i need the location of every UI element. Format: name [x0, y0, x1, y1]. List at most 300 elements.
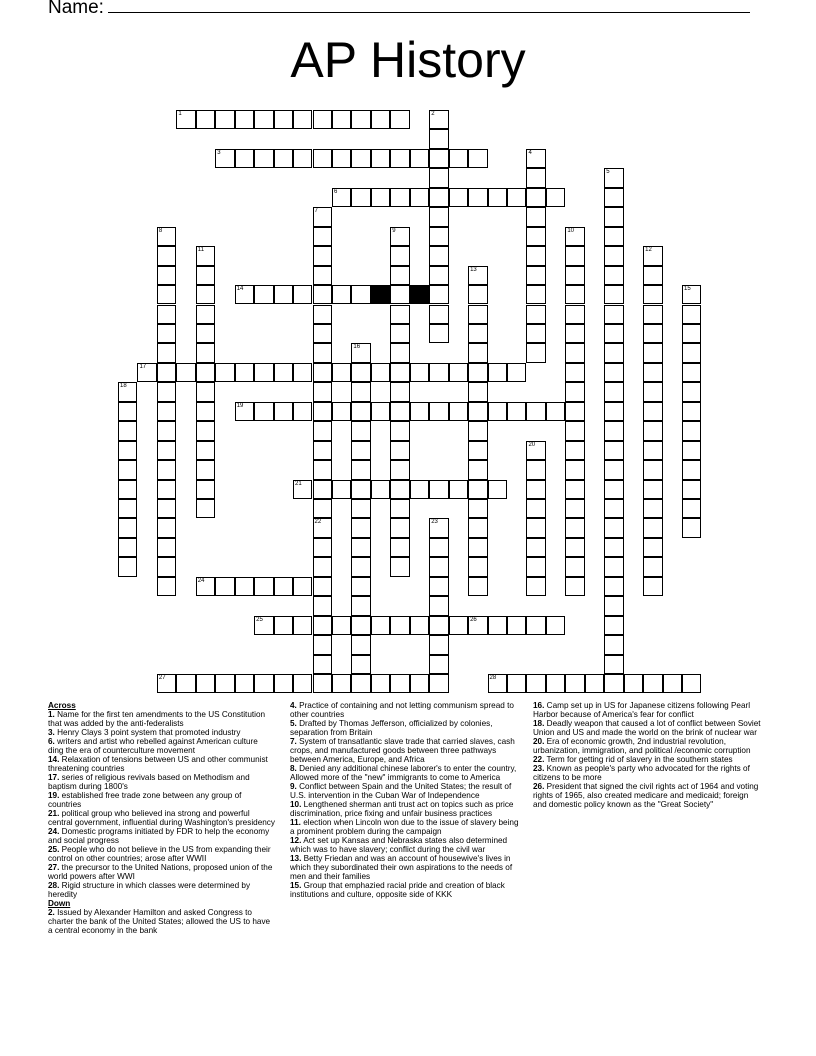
grid-cell[interactable] [293, 110, 312, 129]
grid-cell[interactable] [351, 557, 370, 576]
grid-cell[interactable] [604, 518, 623, 537]
grid-cell[interactable] [604, 305, 623, 324]
grid-cell[interactable] [332, 110, 351, 129]
grid-cell[interactable] [526, 324, 545, 343]
grid-cell[interactable] [215, 674, 234, 693]
grid-cell[interactable] [351, 577, 370, 596]
grid-cell[interactable] [604, 616, 623, 635]
grid-cell[interactable] [565, 480, 584, 499]
grid-cell[interactable] [118, 518, 137, 537]
grid-cell[interactable] [449, 149, 468, 168]
grid-cell[interactable] [604, 635, 623, 654]
grid-cell[interactable] [682, 285, 701, 304]
grid-cell[interactable] [410, 616, 429, 635]
grid-cell[interactable] [313, 635, 332, 654]
grid-cell[interactable] [682, 480, 701, 499]
grid-cell[interactable] [157, 402, 176, 421]
grid-cell[interactable] [157, 460, 176, 479]
grid-cell[interactable] [118, 402, 137, 421]
grid-cell[interactable] [390, 382, 409, 401]
grid-cell[interactable] [526, 188, 545, 207]
grid-cell[interactable] [429, 363, 448, 382]
grid-cell[interactable] [643, 305, 662, 324]
grid-cell[interactable] [565, 441, 584, 460]
grid-cell[interactable] [604, 557, 623, 576]
grid-cell[interactable] [429, 324, 448, 343]
grid-cell[interactable] [137, 363, 156, 382]
grid-cell[interactable] [643, 382, 662, 401]
grid-cell[interactable] [604, 188, 623, 207]
grid-cell[interactable] [604, 285, 623, 304]
grid-cell[interactable] [390, 285, 409, 304]
grid-cell[interactable] [196, 324, 215, 343]
grid-cell[interactable] [254, 674, 273, 693]
grid-cell[interactable] [604, 480, 623, 499]
grid-cell[interactable] [526, 149, 545, 168]
grid-cell[interactable] [429, 188, 448, 207]
grid-cell[interactable] [351, 382, 370, 401]
grid-cell[interactable] [274, 577, 293, 596]
grid-cell[interactable] [313, 480, 332, 499]
grid-cell[interactable] [410, 188, 429, 207]
grid-cell[interactable] [682, 382, 701, 401]
grid-cell[interactable] [371, 674, 390, 693]
grid-cell[interactable] [351, 402, 370, 421]
grid-cell[interactable] [351, 518, 370, 537]
grid-cell[interactable] [371, 149, 390, 168]
grid-cell[interactable] [410, 402, 429, 421]
grid-cell[interactable] [526, 266, 545, 285]
grid-cell[interactable] [488, 402, 507, 421]
grid-cell[interactable] [196, 674, 215, 693]
grid-cell[interactable] [468, 421, 487, 440]
grid-cell[interactable] [215, 149, 234, 168]
grid-cell[interactable] [351, 460, 370, 479]
grid-cell[interactable] [313, 363, 332, 382]
grid-cell[interactable] [390, 246, 409, 265]
grid-cell[interactable] [449, 480, 468, 499]
grid-cell[interactable] [196, 305, 215, 324]
grid-cell[interactable] [390, 188, 409, 207]
grid-cell[interactable] [429, 207, 448, 226]
grid-cell[interactable] [526, 343, 545, 362]
grid-cell[interactable] [604, 324, 623, 343]
grid-cell[interactable] [565, 557, 584, 576]
grid-cell[interactable] [118, 480, 137, 499]
grid-cell[interactable] [176, 674, 195, 693]
grid-cell[interactable] [429, 285, 448, 304]
grid-cell[interactable] [351, 480, 370, 499]
grid-cell[interactable] [429, 168, 448, 187]
grid-cell[interactable] [565, 674, 584, 693]
grid-cell[interactable] [663, 674, 682, 693]
grid-cell[interactable] [293, 149, 312, 168]
grid-cell[interactable] [468, 480, 487, 499]
grid-cell[interactable] [157, 441, 176, 460]
grid-cell[interactable] [682, 518, 701, 537]
grid-cell[interactable] [313, 421, 332, 440]
grid-cell[interactable] [526, 480, 545, 499]
grid-cell[interactable] [254, 363, 273, 382]
grid-cell[interactable] [371, 110, 390, 129]
grid-cell[interactable] [526, 616, 545, 635]
grid-cell[interactable] [313, 499, 332, 518]
grid-cell[interactable] [313, 674, 332, 693]
grid-cell[interactable] [157, 363, 176, 382]
grid-cell[interactable] [604, 460, 623, 479]
grid-cell[interactable] [488, 188, 507, 207]
grid-cell[interactable] [313, 305, 332, 324]
grid-cell[interactable] [157, 518, 176, 537]
grid-cell[interactable] [313, 266, 332, 285]
grid-cell[interactable] [215, 110, 234, 129]
grid-cell[interactable] [313, 343, 332, 362]
grid-cell[interactable] [429, 305, 448, 324]
grid-cell[interactable] [565, 382, 584, 401]
grid-cell[interactable] [196, 343, 215, 362]
grid-cell[interactable] [565, 363, 584, 382]
grid-cell[interactable] [429, 655, 448, 674]
grid-cell[interactable] [118, 538, 137, 557]
grid-cell[interactable] [215, 363, 234, 382]
grid-cell[interactable] [604, 266, 623, 285]
grid-cell[interactable] [351, 188, 370, 207]
grid-cell[interactable] [351, 538, 370, 557]
grid-cell[interactable] [235, 674, 254, 693]
grid-cell[interactable] [390, 499, 409, 518]
grid-cell[interactable] [604, 499, 623, 518]
grid-cell[interactable] [468, 616, 487, 635]
grid-cell[interactable] [449, 402, 468, 421]
grid-cell[interactable] [468, 499, 487, 518]
grid-cell[interactable] [604, 441, 623, 460]
grid-cell[interactable] [293, 616, 312, 635]
grid-cell[interactable] [313, 577, 332, 596]
grid-cell[interactable] [390, 324, 409, 343]
grid-cell[interactable] [371, 616, 390, 635]
grid-cell[interactable] [565, 343, 584, 362]
grid-cell[interactable] [410, 674, 429, 693]
grid-cell[interactable] [235, 285, 254, 304]
grid-cell[interactable] [274, 110, 293, 129]
grid-cell[interactable] [565, 305, 584, 324]
grid-cell[interactable] [390, 343, 409, 362]
grid-cell[interactable] [468, 460, 487, 479]
grid-cell[interactable] [507, 674, 526, 693]
grid-cell[interactable] [429, 129, 448, 148]
grid-cell[interactable] [565, 285, 584, 304]
grid-cell[interactable] [118, 557, 137, 576]
grid-cell[interactable] [526, 518, 545, 537]
grid-cell[interactable] [390, 227, 409, 246]
grid-cell[interactable] [468, 577, 487, 596]
grid-cell[interactable] [157, 499, 176, 518]
grid-cell[interactable] [274, 674, 293, 693]
grid-cell[interactable] [643, 674, 662, 693]
grid-cell[interactable] [604, 246, 623, 265]
grid-cell[interactable] [390, 518, 409, 537]
grid-cell[interactable] [371, 363, 390, 382]
grid-cell[interactable] [351, 616, 370, 635]
grid-cell[interactable] [604, 227, 623, 246]
grid-cell[interactable] [176, 110, 195, 129]
grid-cell[interactable] [390, 674, 409, 693]
grid-cell[interactable] [196, 402, 215, 421]
grid-cell[interactable] [682, 441, 701, 460]
grid-cell[interactable] [351, 674, 370, 693]
grid-cell[interactable] [196, 246, 215, 265]
grid-cell[interactable] [390, 402, 409, 421]
grid-cell[interactable] [390, 305, 409, 324]
grid-cell[interactable] [313, 402, 332, 421]
grid-cell[interactable] [507, 188, 526, 207]
grid-cell[interactable] [682, 402, 701, 421]
grid-cell[interactable] [176, 363, 195, 382]
grid-cell[interactable] [235, 149, 254, 168]
grid-cell[interactable] [351, 596, 370, 615]
grid-cell[interactable] [390, 110, 409, 129]
grid-cell[interactable] [682, 674, 701, 693]
grid-cell[interactable] [254, 285, 273, 304]
grid-cell[interactable] [313, 382, 332, 401]
grid-cell[interactable] [196, 441, 215, 460]
grid-cell[interactable] [313, 441, 332, 460]
grid-cell[interactable] [196, 480, 215, 499]
grid-cell[interactable] [390, 363, 409, 382]
grid-cell[interactable] [313, 149, 332, 168]
grid-cell[interactable] [546, 402, 565, 421]
grid-cell[interactable] [643, 285, 662, 304]
grid-cell[interactable] [215, 577, 234, 596]
grid-cell[interactable] [274, 402, 293, 421]
grid-cell[interactable] [332, 285, 351, 304]
grid-cell[interactable] [118, 441, 137, 460]
grid-cell[interactable] [429, 616, 448, 635]
grid-cell[interactable] [643, 499, 662, 518]
grid-cell[interactable] [390, 149, 409, 168]
grid-cell[interactable] [565, 538, 584, 557]
grid-cell[interactable] [604, 538, 623, 557]
grid-cell[interactable] [390, 421, 409, 440]
grid-cell[interactable] [565, 266, 584, 285]
grid-cell[interactable] [449, 616, 468, 635]
grid-cell[interactable] [351, 655, 370, 674]
grid-cell[interactable] [643, 460, 662, 479]
grid-cell[interactable] [196, 285, 215, 304]
grid-cell[interactable] [118, 499, 137, 518]
grid-cell[interactable] [390, 480, 409, 499]
grid-cell[interactable] [546, 674, 565, 693]
grid-cell[interactable] [332, 616, 351, 635]
grid-cell[interactable] [293, 363, 312, 382]
grid-cell[interactable] [410, 149, 429, 168]
grid-cell[interactable] [196, 363, 215, 382]
grid-cell[interactable] [274, 616, 293, 635]
grid-cell[interactable] [429, 246, 448, 265]
grid-cell[interactable] [429, 674, 448, 693]
grid-cell[interactable] [565, 518, 584, 537]
grid-cell[interactable] [507, 616, 526, 635]
grid-cell[interactable] [468, 149, 487, 168]
grid-cell[interactable] [157, 246, 176, 265]
grid-cell[interactable] [449, 188, 468, 207]
grid-cell[interactable] [351, 499, 370, 518]
grid-cell[interactable] [526, 441, 545, 460]
grid-cell[interactable] [254, 577, 273, 596]
grid-cell[interactable] [429, 480, 448, 499]
grid-cell[interactable] [410, 363, 429, 382]
grid-cell[interactable] [526, 227, 545, 246]
grid-cell[interactable] [293, 285, 312, 304]
grid-cell[interactable] [643, 518, 662, 537]
grid-cell[interactable] [254, 149, 273, 168]
grid-cell[interactable] [565, 227, 584, 246]
grid-cell[interactable] [313, 227, 332, 246]
grid-cell[interactable] [468, 557, 487, 576]
grid-cell[interactable] [118, 382, 137, 401]
grid-cell[interactable] [643, 402, 662, 421]
grid-cell[interactable] [643, 246, 662, 265]
grid-cell[interactable] [488, 616, 507, 635]
grid-cell[interactable] [643, 266, 662, 285]
grid-cell[interactable] [157, 266, 176, 285]
grid-cell[interactable] [565, 246, 584, 265]
grid-cell[interactable] [254, 110, 273, 129]
grid-cell[interactable] [526, 285, 545, 304]
grid-cell[interactable] [526, 402, 545, 421]
grid-cell[interactable] [468, 324, 487, 343]
grid-cell[interactable] [488, 480, 507, 499]
grid-cell[interactable] [429, 227, 448, 246]
grid-cell[interactable] [390, 616, 409, 635]
grid-cell[interactable] [624, 674, 643, 693]
grid-cell[interactable] [565, 499, 584, 518]
grid-cell[interactable] [293, 577, 312, 596]
grid-cell[interactable] [313, 246, 332, 265]
grid-cell[interactable] [196, 460, 215, 479]
grid-cell[interactable] [468, 266, 487, 285]
grid-cell[interactable] [313, 596, 332, 615]
grid-cell[interactable] [351, 635, 370, 654]
grid-cell[interactable] [468, 518, 487, 537]
grid-cell[interactable] [468, 343, 487, 362]
grid-cell[interactable] [351, 363, 370, 382]
grid-cell[interactable] [682, 305, 701, 324]
grid-cell[interactable] [313, 207, 332, 226]
grid-cell[interactable] [332, 480, 351, 499]
grid-cell[interactable] [604, 402, 623, 421]
grid-cell[interactable] [526, 577, 545, 596]
grid-cell[interactable] [429, 110, 448, 129]
grid-cell[interactable] [682, 324, 701, 343]
grid-cell[interactable] [410, 480, 429, 499]
grid-cell[interactable] [157, 382, 176, 401]
grid-cell[interactable] [526, 460, 545, 479]
grid-cell[interactable] [604, 577, 623, 596]
grid-cell[interactable] [449, 363, 468, 382]
grid-cell[interactable] [643, 363, 662, 382]
grid-cell[interactable] [643, 343, 662, 362]
grid-cell[interactable] [351, 421, 370, 440]
grid-cell[interactable] [682, 363, 701, 382]
grid-cell[interactable] [332, 674, 351, 693]
grid-cell[interactable] [293, 480, 312, 499]
grid-cell[interactable] [682, 343, 701, 362]
grid-cell[interactable] [468, 382, 487, 401]
grid-cell[interactable] [488, 363, 507, 382]
grid-cell[interactable] [429, 596, 448, 615]
grid-cell[interactable] [604, 674, 623, 693]
grid-cell[interactable] [254, 402, 273, 421]
grid-cell[interactable] [429, 557, 448, 576]
grid-cell[interactable] [274, 149, 293, 168]
grid-cell[interactable] [313, 460, 332, 479]
grid-cell[interactable] [118, 421, 137, 440]
grid-cell[interactable] [157, 227, 176, 246]
grid-cell[interactable] [468, 363, 487, 382]
grid-cell[interactable] [565, 577, 584, 596]
grid-cell[interactable] [526, 499, 545, 518]
grid-cell[interactable] [313, 518, 332, 537]
grid-cell[interactable] [313, 110, 332, 129]
grid-cell[interactable] [604, 207, 623, 226]
grid-cell[interactable] [293, 402, 312, 421]
grid-cell[interactable] [526, 246, 545, 265]
grid-cell[interactable] [643, 324, 662, 343]
grid-cell[interactable] [468, 402, 487, 421]
grid-cell[interactable] [157, 538, 176, 557]
grid-cell[interactable] [254, 616, 273, 635]
grid-cell[interactable] [565, 324, 584, 343]
grid-cell[interactable] [604, 596, 623, 615]
grid-cell[interactable] [235, 402, 254, 421]
grid-cell[interactable] [643, 441, 662, 460]
grid-cell[interactable] [196, 110, 215, 129]
grid-cell[interactable] [468, 188, 487, 207]
grid-cell[interactable] [643, 421, 662, 440]
grid-cell[interactable] [332, 363, 351, 382]
grid-cell[interactable] [390, 441, 409, 460]
grid-cell[interactable] [682, 499, 701, 518]
grid-cell[interactable] [118, 460, 137, 479]
grid-cell[interactable] [390, 460, 409, 479]
grid-cell[interactable] [293, 674, 312, 693]
grid-cell[interactable] [526, 538, 545, 557]
grid-cell[interactable] [332, 149, 351, 168]
grid-cell[interactable] [429, 518, 448, 537]
grid-cell[interactable] [468, 441, 487, 460]
grid-cell[interactable] [332, 188, 351, 207]
grid-cell[interactable] [235, 577, 254, 596]
grid-cell[interactable] [526, 674, 545, 693]
grid-cell[interactable] [235, 110, 254, 129]
grid-cell[interactable] [643, 538, 662, 557]
grid-cell[interactable] [585, 674, 604, 693]
grid-cell[interactable] [371, 402, 390, 421]
grid-cell[interactable] [313, 616, 332, 635]
grid-cell[interactable] [604, 363, 623, 382]
grid-cell[interactable] [313, 538, 332, 557]
grid-cell[interactable] [157, 421, 176, 440]
grid-cell[interactable] [604, 655, 623, 674]
grid-cell[interactable] [157, 285, 176, 304]
grid-cell[interactable] [157, 480, 176, 499]
grid-cell[interactable] [429, 266, 448, 285]
grid-cell[interactable] [507, 402, 526, 421]
grid-cell[interactable] [157, 577, 176, 596]
grid-cell[interactable] [390, 538, 409, 557]
grid-cell[interactable] [351, 285, 370, 304]
